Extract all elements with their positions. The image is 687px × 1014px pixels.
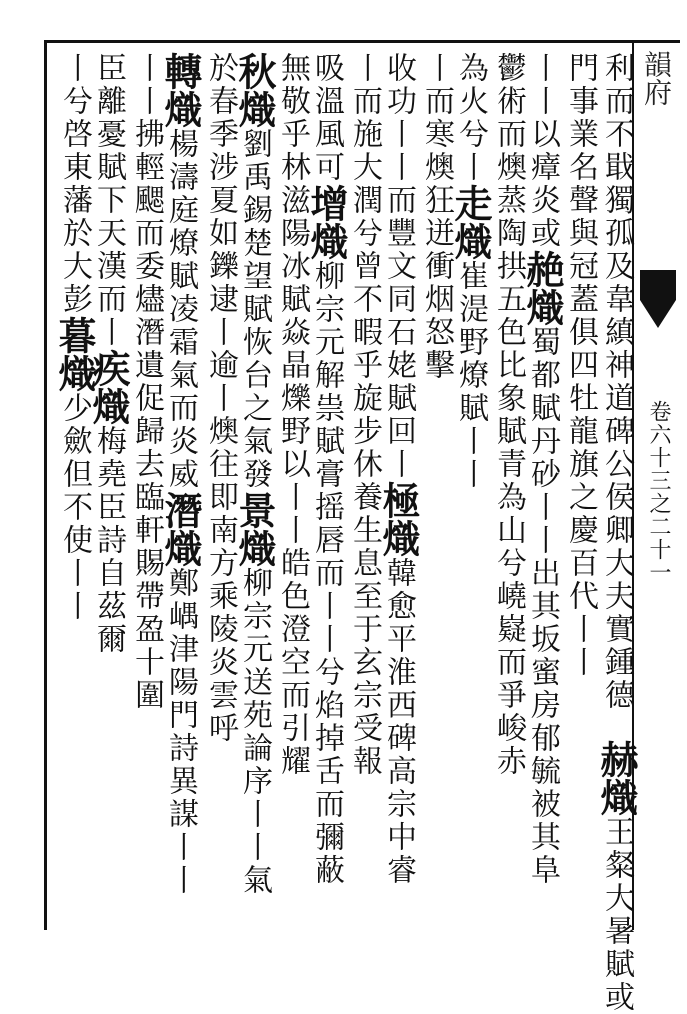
text-column [158,52,203,922]
text-run: 梅堯臣詩自茲爾 [91,425,126,656]
text-column [488,52,528,922]
fish-tail-mark [640,270,676,300]
text-run: 韓愈平淮西碑高宗中睿 [381,557,416,887]
headword: 疾 [86,349,131,387]
headword: 熾 [52,354,97,392]
headword: 熾 [304,222,349,260]
text-run: 燠往即南方乘陵炎雲呼 [203,415,238,745]
text-run: 吸溫風可 [309,52,344,184]
text-run: 無敬乎 [275,52,310,151]
headword: 熾 [158,529,203,567]
headword: 熾 [520,288,565,326]
text-run: 丨丨拂輕颸而委燼潛遺 [129,52,164,382]
text-column [52,52,97,922]
text-run: 王粲大暑賦或 [599,816,634,1014]
headword: 走 [448,184,493,222]
text-run: 狂迸衝烟怒擊 [419,184,454,382]
headword: 熾 [86,387,131,425]
top-border [44,40,680,43]
text-column [232,52,277,922]
text-run: 於春季涉夏如鑠逮丨逾丨 [203,52,238,415]
text-run: 丨丨以瘴炎或 [525,52,560,250]
headword: 熾 [232,90,277,128]
text-run: 劉禹錫楚望賦恢台之氣發 [237,128,272,491]
left-border [44,40,47,930]
text-run: 門事業名聲與冠蓋俱四牡龍旗之慶百代丨丨 [563,52,598,679]
headword: 熾 [158,90,203,128]
text-column [520,52,565,922]
headword: 秋 [232,52,277,90]
headword: 赫 [594,740,639,778]
text-run: 少歛但不使丨丨 [57,392,92,623]
text-run: 休養生息至于玄宗受報 [347,448,382,778]
text-run: 丨而施大潤兮曾不暇乎旋步 [347,52,382,448]
text-column [200,52,240,922]
text-column [416,52,456,922]
text-column [304,52,349,922]
text-run: 楊濤庭燎賦凌霜氣而炎威 [163,128,198,491]
text-run: 為火兮丨 [453,52,488,184]
headword: 赩 [520,250,565,288]
text-run: 蜀都賦丹砂丨丨出其坂蜜房郁毓被其阜 [525,326,560,887]
text-column [272,52,312,922]
book-title: 韻府 [640,50,673,106]
text-column [86,52,131,922]
text-run: 柳宗元送苑論序丨丨氣 [237,567,272,897]
text-run: 丨而寒燠 [419,52,454,184]
text-run: 收功丨丨而豐文同石姥賦回丨 [381,52,416,481]
text-column [376,52,421,922]
text-run: 崔湜野燎賦丨丨 [453,260,488,491]
text-run: 陶拱五色比象賦青為山兮嶢嶷而爭峻赤 [491,217,526,778]
text-run: 鬱術而燠蒸 [491,52,526,217]
volume-label: 卷六十三之二十一 [646,400,671,584]
headword: 增 [304,184,349,222]
headword: 潛 [158,491,203,529]
headword: 熾 [376,519,421,557]
fish-tail-icon [640,300,676,328]
text-run: 促歸去臨軒賜帶盈十圍 [129,382,164,712]
text-column [594,740,639,1014]
headword: 暮 [52,316,97,354]
text-run: 林滋陽冰賦焱晶爍野以丨丨皓色澄空而引耀 [275,151,310,778]
text-run: 利而不戢獨孤及韋縝神道碑公侯卿大夫實鍾德 [599,52,634,712]
text-run: 柳宗元解祟賦膏摇唇而丨丨兮焰掉舌而彌蔽 [309,260,344,887]
headword: 熾 [232,529,277,567]
text-run: 鄭嵎津陽門詩異謀丨丨 [163,567,198,897]
headword: 熾 [448,222,493,260]
headword: 轉 [158,52,203,90]
text-column [344,52,384,922]
headword: 熾 [594,778,639,816]
headword: 極 [376,481,421,519]
text-column [126,52,166,922]
text-run: 臣離憂賦下天漢而丨 [91,52,126,349]
text-run: 丨兮啓東藩於大彭 [57,52,92,316]
text-column [448,52,493,922]
headword: 景 [232,491,277,529]
